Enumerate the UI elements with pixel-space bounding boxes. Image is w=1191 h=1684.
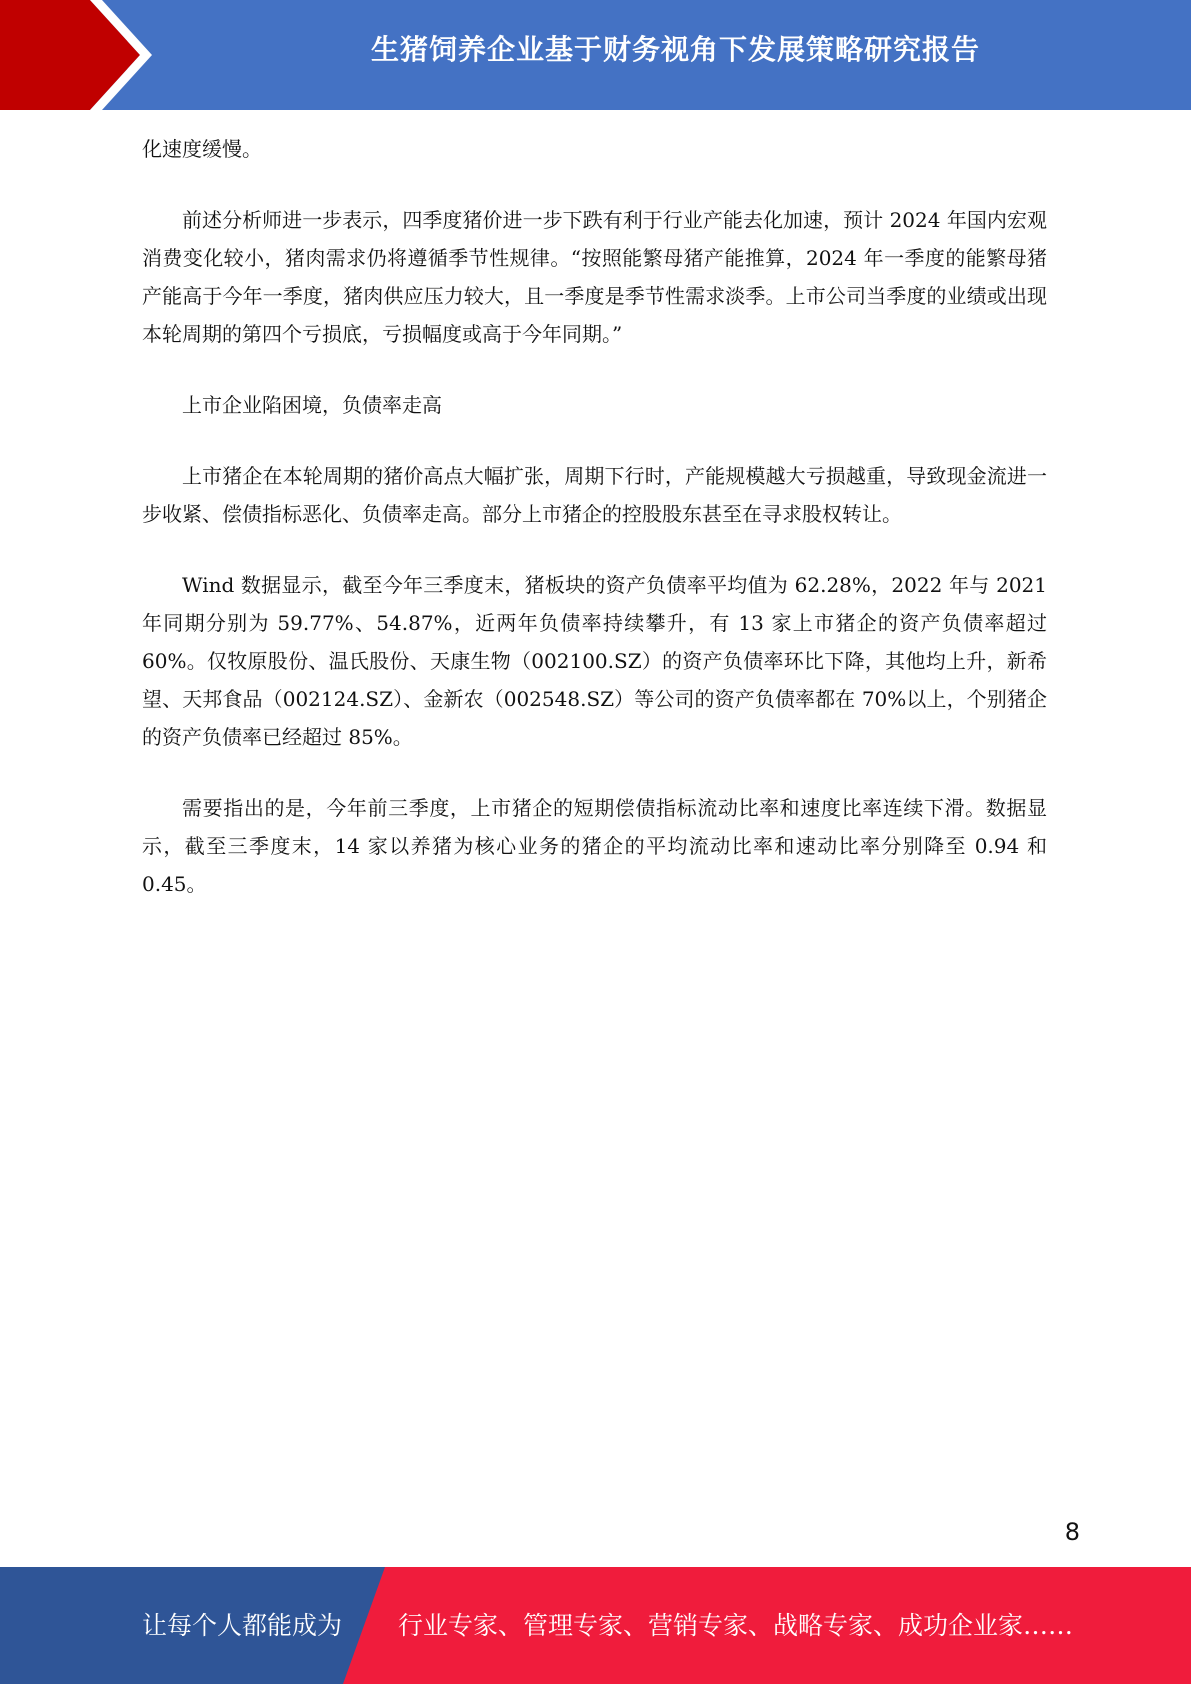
footer-slogan-left: 让每个人都能成为 [142,1611,343,1640]
paragraph-wind-data: Wind 数据显示，截至今年三季度末，猪板块的资产负债率平均值为 62.28%，2022 年与 2021 年同期分别为 59.77%、54.87%，近两年负债率持续攀升，有 13 家上市猪企的资产负债率超过 60%。仅牧原股份、温氏股份、天康生物（002100.SZ）的资产负债率环比下降，其他均上升，新希望、天邦食品（002124.SZ）、金新农（002548.SZ）等公司的资产负债率都在 70%以上，个别猪企的资产负债率已经超过 85%。 [142,573,1047,749]
page-number: 8 [1064,1518,1080,1546]
report-title: 生猪饲养企业基于财务视角下发展策略研究报告 [370,33,980,66]
paragraph-continuation: 化速度缓慢。 [142,137,262,161]
footer-slogan-right: 行业专家、管理专家、营销专家、战略专家、成功企业家…… [398,1611,1074,1640]
paragraph-analyst-forecast: 前述分析师进一步表示，四季度猪价进一步下跌有利于行业产能去化加速，预计 2024 年国内宏观消费变化较小，猪肉需求仍将遵循季节性规律。“按照能繁母猪产能推算，2024 年一季度的能繁母猪产能高于今年一季度，猪肉供应压力较大，且一季度是季节性需求淡季。上市公司当季度的业绩或出现本轮周期的第四个亏损底，亏损幅度或高于今年同期。” [142,208,1047,346]
header-arrow-decoration [0,0,160,110]
page-footer [0,1567,1191,1684]
header-red-arrow-shape [0,0,140,110]
paragraph-liquidity-ratios: 需要指出的是，今年前三季度，上市猪企的短期偿债指标流动比率和速度比率连续下滑。数据显示，截至三季度末，14 家以养猪为核心业务的猪企的平均流动比率和速动比率分别降至 0.94 和 0.45。 [142,796,1047,896]
paragraph-expansion-losses: 上市猪企在本轮周期的猪价高点大幅扩张，周期下行时，产能规模越大亏损越重，导致现金流进一步收紧、偿债指标恶化、负债率走高。部分上市猪企的控股股东甚至在寻求股权转让。 [142,464,1047,526]
document-body [142,130,1047,903]
section-heading-debt: 上市企业陷困境，负债率走高 [182,393,442,417]
page-header [0,0,1191,110]
